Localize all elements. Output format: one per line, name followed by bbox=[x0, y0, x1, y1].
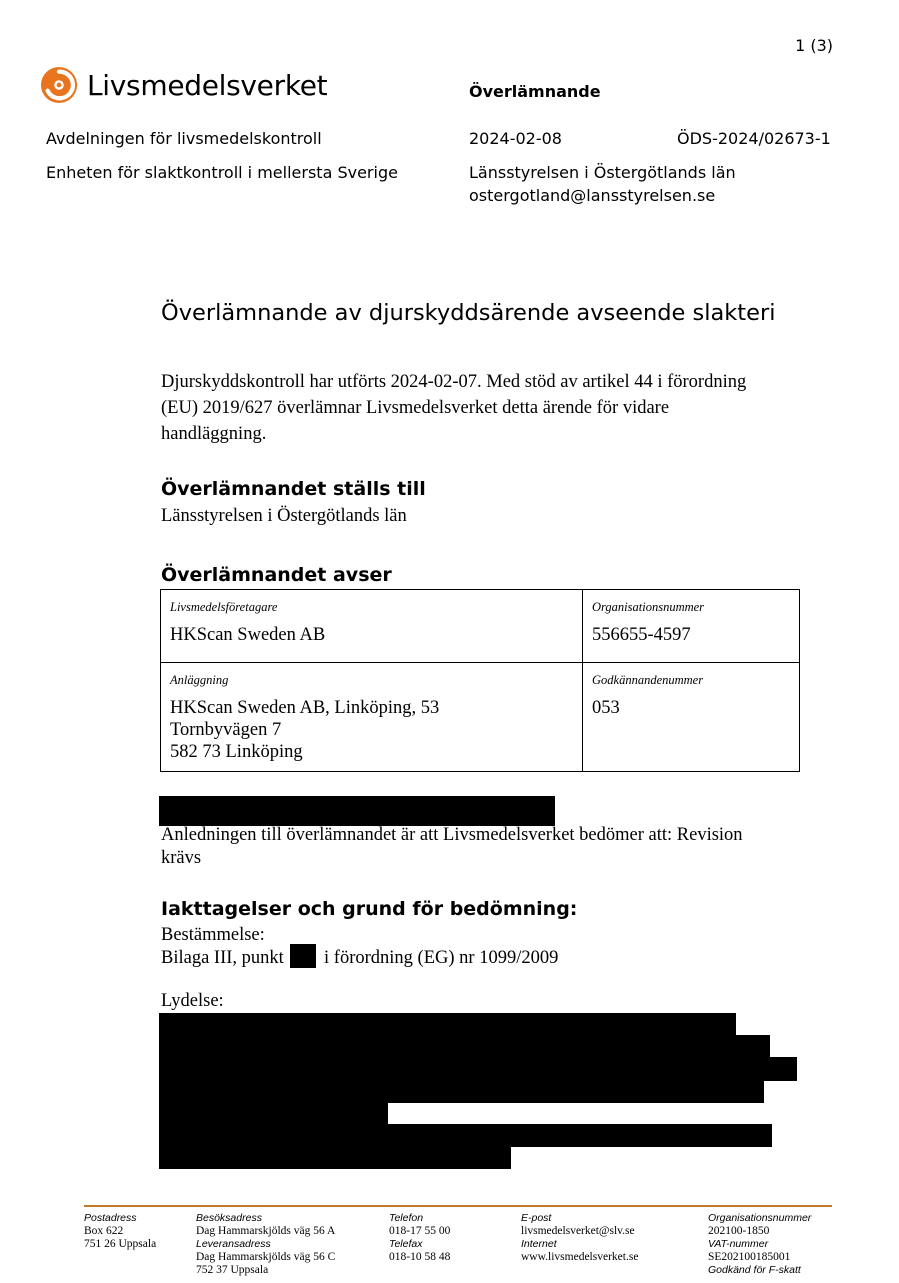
footer-email-link[interactable]: livsmedelsverket@slv.se bbox=[521, 1225, 635, 1237]
footer-label: Internet bbox=[521, 1238, 557, 1250]
org-number-cell bbox=[583, 590, 800, 663]
footer-label: Besöksadress bbox=[196, 1212, 262, 1224]
document-title: Överlämnande av djurskyddsärende avseende slakteri bbox=[161, 300, 776, 326]
provision-suffix: i förordning (EG) nr 1099/2009 bbox=[324, 948, 559, 968]
facility-label: Anläggning bbox=[170, 673, 229, 687]
recipient-text: Länsstyrelsen i Östergötlands län bbox=[161, 506, 407, 526]
redaction-inline bbox=[290, 944, 316, 968]
redaction-block bbox=[159, 1101, 388, 1125]
provision-prefix: Bilaga III, punkt bbox=[161, 948, 284, 968]
fbo-cell bbox=[161, 590, 583, 663]
approval-number-cell bbox=[583, 663, 800, 772]
provision-label: Bestämmelse: bbox=[161, 925, 265, 945]
redaction-block bbox=[159, 1124, 772, 1147]
fbo-value: HKScan Sweden AB bbox=[170, 625, 326, 645]
footer-value: 018-10 58 48 bbox=[389, 1251, 451, 1263]
intro-line: Djurskyddskontroll har utförts 2024-02-07. Med stöd av artikel 44 i förordning bbox=[161, 372, 747, 392]
org-number-value: 556655-4597 bbox=[592, 625, 691, 645]
facility-line: HKScan Sweden AB, Linköping, 53 bbox=[170, 698, 440, 718]
redaction-block bbox=[159, 1057, 797, 1081]
footer-value: Dag Hammarskjölds väg 56 C bbox=[196, 1251, 336, 1263]
facility-line: Tornbyvägen 7 bbox=[170, 720, 282, 740]
footer-web-link[interactable]: www.livsmedelsverket.se bbox=[521, 1251, 639, 1263]
document-date: 2024-02-08 bbox=[469, 129, 562, 148]
section-heading-subject: Överlämnandet avser bbox=[161, 564, 392, 586]
reason-line: Anledningen till överlämnandet är att Livsmedelsverket bedömer att: Revision bbox=[161, 825, 743, 845]
section-heading-observations: Iakttagelser och grund för bedömning: bbox=[161, 898, 578, 920]
department: Avdelningen för livsmedelskontroll bbox=[46, 129, 322, 148]
footer-label: E-post bbox=[521, 1212, 552, 1224]
section-heading-recipient: Överlämnandet ställs till bbox=[161, 478, 426, 500]
approval-number-label: Godkännandenummer bbox=[592, 673, 704, 687]
intro-paragraph bbox=[161, 369, 746, 447]
footer-label: Leveransadress bbox=[196, 1238, 271, 1250]
footer-label: Godkänd för F-skatt bbox=[708, 1264, 801, 1276]
reference-number: ÖDS-2024/02673-1 bbox=[677, 129, 831, 148]
logo bbox=[40, 66, 327, 104]
footer-value: 751 26 Uppsala bbox=[84, 1238, 157, 1250]
footer-value: 202100-1850 bbox=[708, 1225, 770, 1237]
footer-postal-address bbox=[84, 1212, 156, 1251]
org-number-label: Organisationsnummer bbox=[592, 600, 705, 614]
footer-org-info bbox=[708, 1212, 811, 1277]
footer-rule bbox=[84, 1205, 832, 1207]
logo-text: Livsmedelsverket bbox=[87, 68, 328, 102]
footer-email-web bbox=[521, 1212, 638, 1264]
footer-value: Box 622 bbox=[84, 1225, 124, 1237]
page-number: 1 (3) bbox=[795, 36, 833, 55]
redaction-block bbox=[159, 1079, 764, 1103]
livsmedelsverket-logo-icon bbox=[40, 66, 78, 104]
redaction-block bbox=[159, 796, 555, 826]
reason-paragraph bbox=[161, 824, 743, 870]
redaction-block bbox=[159, 1146, 511, 1169]
footer-label: Telefax bbox=[389, 1238, 423, 1250]
footer-label: Postadress bbox=[84, 1212, 137, 1224]
footer-visiting-address bbox=[196, 1212, 335, 1277]
provision-text bbox=[161, 944, 558, 971]
intro-line: handläggning. bbox=[161, 424, 267, 444]
footer-value: 752 37 Uppsala bbox=[196, 1264, 269, 1276]
reason-line: krävs bbox=[161, 848, 202, 868]
redaction-block bbox=[159, 1013, 736, 1037]
unit: Enheten för slaktkontroll i mellersta Sverige bbox=[46, 163, 398, 182]
footer-label: Telefon bbox=[389, 1212, 424, 1224]
document-type: Överlämnande bbox=[469, 82, 601, 101]
facility-line: 582 73 Linköping bbox=[170, 742, 303, 762]
recipient-email[interactable]: ostergotland@lansstyrelsen.se bbox=[469, 186, 716, 205]
approval-number-value: 053 bbox=[592, 698, 620, 718]
intro-line: (EU) 2019/627 överlämnar Livsmedelsverket detta ärende för vidare bbox=[161, 398, 670, 418]
recipient-name: Länsstyrelsen i Östergötlands län bbox=[469, 163, 736, 182]
footer-label: VAT-nummer bbox=[708, 1238, 769, 1250]
footer-phone bbox=[389, 1212, 450, 1264]
redaction-block bbox=[159, 1035, 770, 1059]
footer-value: SE202100185001 bbox=[708, 1251, 791, 1263]
fbo-label: Livsmedelsföretagare bbox=[170, 600, 278, 614]
footer-label: Organisationsnummer bbox=[708, 1212, 812, 1224]
footer-value: 018-17 55 00 bbox=[389, 1225, 451, 1237]
subject-table bbox=[160, 589, 800, 772]
wording-label: Lydelse: bbox=[161, 991, 224, 1011]
footer-value: Dag Hammarskjölds väg 56 A bbox=[196, 1225, 336, 1237]
facility-cell bbox=[161, 663, 583, 772]
